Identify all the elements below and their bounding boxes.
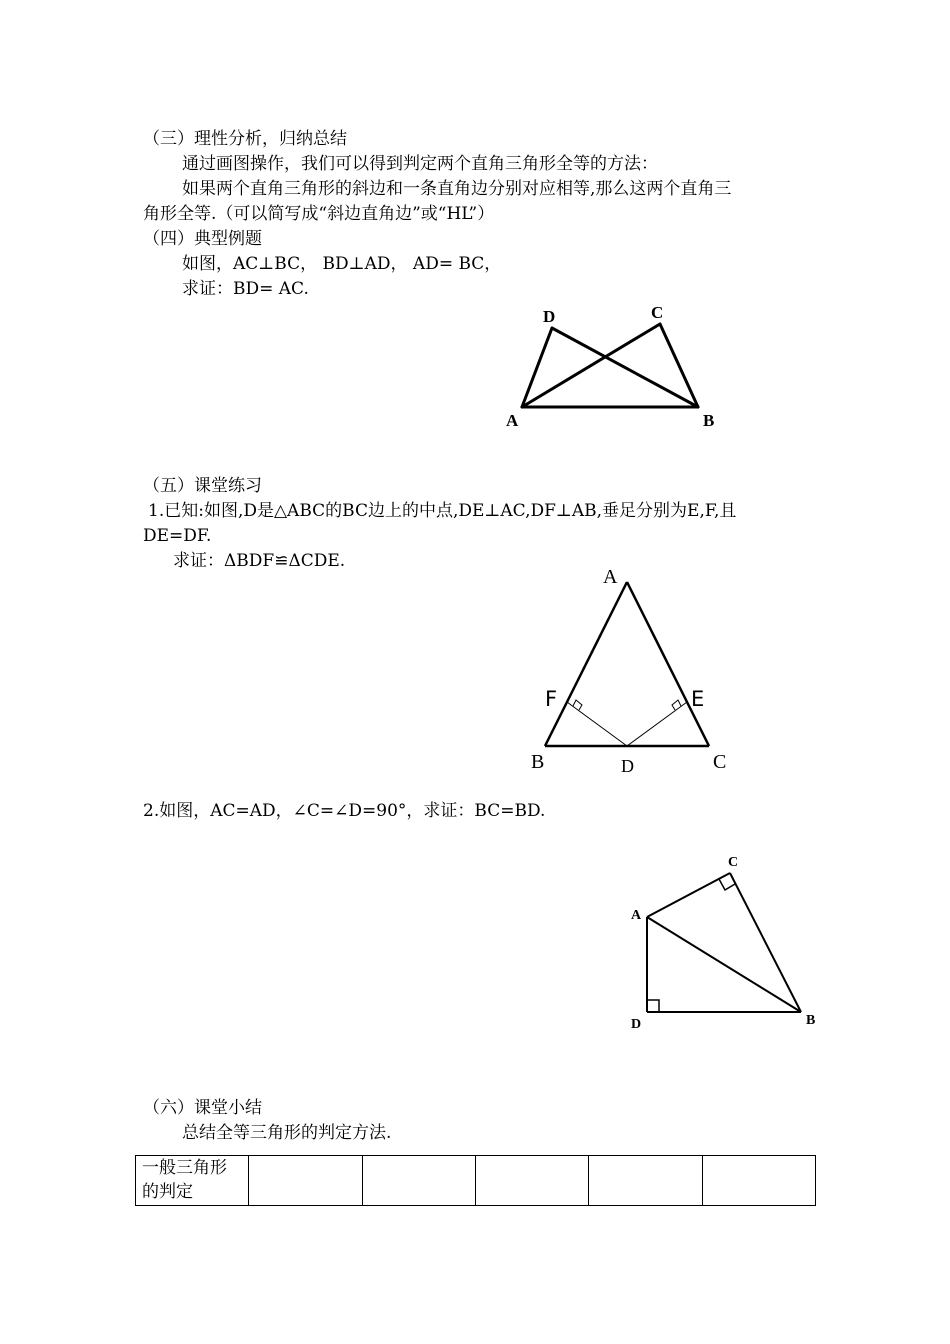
- section6-paragraph: 总结全等三角形的判定方法.: [182, 1123, 392, 1143]
- table-cell-label: [136, 1156, 249, 1206]
- label-a: A: [506, 411, 519, 430]
- label-b: B: [806, 1013, 816, 1028]
- section3-paragraph-2-line-1: 如果两个直角三角形的斜边和一条直角边分别对应相等,那么这两个直角三: [182, 179, 732, 199]
- table-cell-empty: [702, 1156, 815, 1206]
- section6-heading: （六）课堂小结: [143, 1098, 262, 1118]
- segment-ca: [522, 324, 660, 407]
- table-row: [136, 1156, 816, 1206]
- label-e: E: [691, 687, 705, 711]
- label-b: B: [531, 751, 545, 773]
- segment-ad: [522, 328, 552, 407]
- segment-de: [627, 702, 687, 746]
- table-cell-empty: [589, 1156, 702, 1206]
- segment-ab: [647, 917, 801, 1012]
- right-angle-mark-d: [647, 1000, 659, 1012]
- exercise1-line-1: 1.已知:如图,D是△ABC的BC边上的中点,DE⊥AC,DF⊥AB,垂足分别为E,F,且: [148, 501, 737, 521]
- label-d: D: [543, 307, 556, 326]
- label-a: A: [603, 566, 618, 588]
- label-b: B: [703, 411, 715, 430]
- label-f: F: [545, 687, 558, 711]
- table-cell-empty: [475, 1156, 588, 1206]
- section4-heading: （四）典型例题: [143, 229, 262, 249]
- side-ac: [627, 582, 709, 746]
- exercise1-prove: 求证：ΔBDF≌ΔCDE.: [173, 551, 346, 571]
- label-c: C: [713, 751, 727, 773]
- table-cell-empty: [249, 1156, 362, 1206]
- summary-table: [135, 1155, 816, 1206]
- label-d: D: [631, 1017, 642, 1032]
- example-figure: [500, 295, 730, 435]
- section3-paragraph-2-line-2: 角形全等.（可以简写成“斜边直角边”或“HL”）: [143, 204, 495, 224]
- table-cell-empty: [362, 1156, 475, 1206]
- label-d: D: [621, 756, 634, 776]
- right-angle-mark-c: [719, 879, 735, 890]
- section3-paragraph-1: 通过画图操作，我们可以得到判定两个直角三角形全等的方法：: [182, 154, 658, 174]
- table-cell-label-line-1: 一般三角形: [142, 1158, 227, 1178]
- example-given: 如图，AC⊥BC， BD⊥AD， AD= BC，: [182, 254, 502, 274]
- side-ab: [545, 582, 627, 746]
- exercise1-line-2: DE=DF.: [143, 526, 212, 546]
- label-c: C: [728, 855, 739, 870]
- section3-heading: （三）理性分析，归纳总结: [143, 129, 347, 149]
- example-prove: 求证：BD= AC.: [182, 279, 309, 299]
- exercise2: 2.如图，AC=AD，∠C=∠D=90°，求证：BC=BD.: [143, 801, 546, 821]
- segment-db: [552, 328, 698, 407]
- right-angle-mark-e: [672, 700, 681, 710]
- table-cell-label-line-2: 的判定: [142, 1182, 193, 1202]
- section5-heading: （五）课堂练习: [143, 476, 262, 496]
- segment-bc: [660, 324, 698, 407]
- exercise2-figure: [620, 845, 830, 1040]
- right-angle-mark-f: [573, 700, 582, 710]
- segment-df: [567, 702, 627, 746]
- label-c: C: [651, 303, 664, 322]
- segment-ac: [647, 873, 730, 917]
- label-a: A: [631, 908, 642, 923]
- exercise1-figure: [525, 560, 745, 780]
